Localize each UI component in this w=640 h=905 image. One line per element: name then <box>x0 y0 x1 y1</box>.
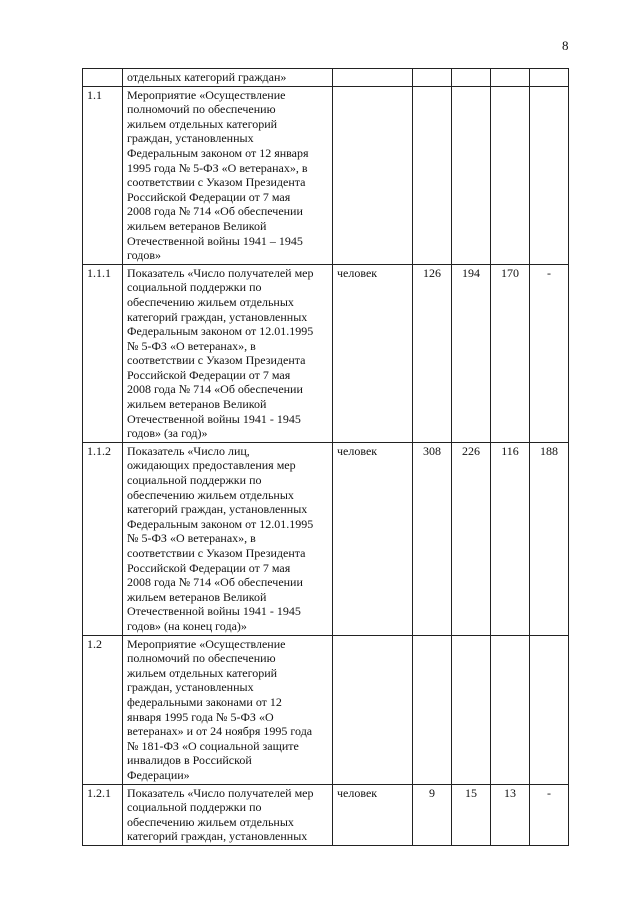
row-value-2 <box>452 635 491 784</box>
row-description: Показатель «Число лиц, ожидающих предоставления мер социальной поддержки по обеспечению жильем отдельных категорий граждан, установленных Федеральным законом от 12.01.1995 № 5-ФЗ «О ветеранах», в соответствии с Указом Президента Российской Федерации от 7 мая 2008 года № 714 «Об обеспечении жильем ветеранов Великой Отечественной войны 1941 - 1945 годов» (на конец года)» <box>123 442 333 635</box>
row-description: Мероприятие «Осуществление полномочий по обеспечению жильем отдельных категорий граждан, установленных федеральными законами от 12 января 1995 года № 5-ФЗ «О ветеранах» и от 24 ноября 1995 года № 181-ФЗ «О социальной защите инвалидов в Российской Федерации» <box>123 635 333 784</box>
row-value-1: 126 <box>413 264 452 442</box>
row-number <box>83 69 123 87</box>
row-value-3: 116 <box>491 442 530 635</box>
table-row <box>83 784 569 845</box>
table-row <box>83 264 569 442</box>
row-description: Показатель «Число получателей мер социальной поддержки по обеспечению жильем отдельных категорий граждан, установленных <box>123 784 333 845</box>
row-unit <box>333 69 413 87</box>
row-value-3: 170 <box>491 264 530 442</box>
row-value-1: 9 <box>413 784 452 845</box>
row-unit <box>333 635 413 784</box>
row-value-2: 194 <box>452 264 491 442</box>
row-value-4 <box>530 69 569 87</box>
table-row <box>83 442 569 635</box>
row-value-1: 308 <box>413 442 452 635</box>
row-unit: человек <box>333 784 413 845</box>
row-value-2 <box>452 86 491 264</box>
row-number: 1.1.2 <box>83 442 123 635</box>
row-value-4 <box>530 86 569 264</box>
row-value-4: - <box>530 784 569 845</box>
row-value-1 <box>413 86 452 264</box>
row-value-3: 13 <box>491 784 530 845</box>
row-value-1 <box>413 69 452 87</box>
row-unit <box>333 86 413 264</box>
row-number: 1.2.1 <box>83 784 123 845</box>
row-value-1 <box>413 635 452 784</box>
row-unit: человек <box>333 442 413 635</box>
row-value-2 <box>452 69 491 87</box>
indicators-table <box>82 68 569 846</box>
row-number: 1.2 <box>83 635 123 784</box>
row-value-3 <box>491 635 530 784</box>
row-value-2: 15 <box>452 784 491 845</box>
table-row <box>83 635 569 784</box>
row-value-4: 188 <box>530 442 569 635</box>
row-number: 1.1 <box>83 86 123 264</box>
row-value-4: - <box>530 264 569 442</box>
row-value-2: 226 <box>452 442 491 635</box>
table-row <box>83 69 569 87</box>
row-value-3 <box>491 86 530 264</box>
row-description: Мероприятие «Осуществление полномочий по обеспечению жильем отдельных категорий граждан, установленных Федеральным законом от 12 января 1995 года № 5-ФЗ «О ветеранах», в соответствии с Указом Президента Российской Федерации от 7 мая 2008 года № 714 «Об обеспечении жильем ветеранов Великой Отечественной войны 1941 – 1945 годов» <box>123 86 333 264</box>
row-description: отдельных категорий граждан» <box>123 69 333 87</box>
row-description: Показатель «Число получателей мер социальной поддержки по обеспечению жильем отдельных категорий граждан, установленных Федеральным законом от 12.01.1995 № 5-ФЗ «О ветеранах», в соответствии с Указом Президента Российской Федерации от 7 мая 2008 года № 714 «Об обеспечении жильем ветеранов Великой Отечественной войны 1941 - 1945 годов» (за год)» <box>123 264 333 442</box>
row-value-3 <box>491 69 530 87</box>
page-number: 8 <box>562 38 569 53</box>
row-number: 1.1.1 <box>83 264 123 442</box>
row-unit: человек <box>333 264 413 442</box>
row-value-4 <box>530 635 569 784</box>
table-row <box>83 86 569 264</box>
